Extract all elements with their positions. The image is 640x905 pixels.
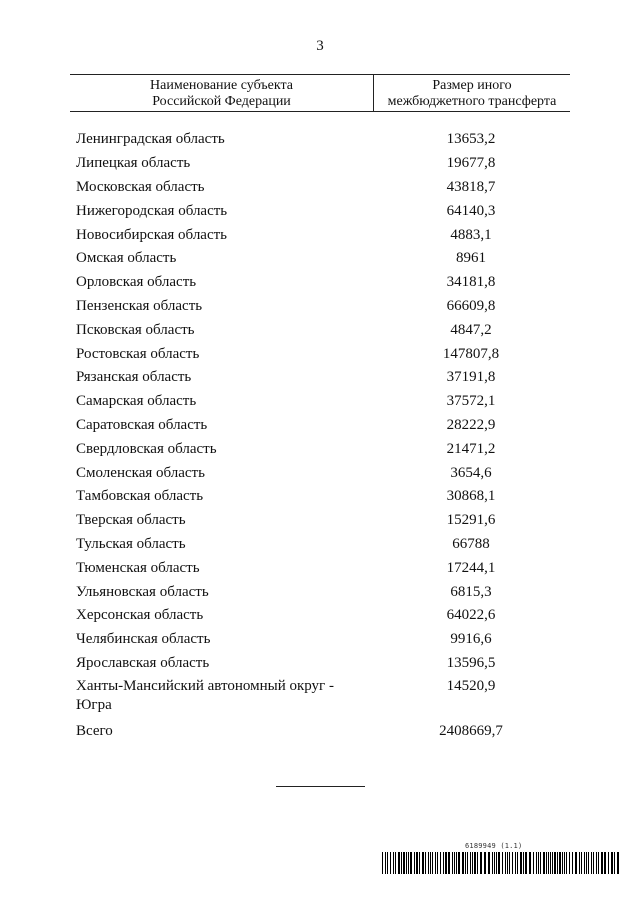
transfer-amount: 8961 (456, 250, 486, 267)
subject-name-line2: Югра (76, 697, 112, 714)
barcode-icon (382, 852, 622, 874)
transfer-amount: 28222,9 (446, 416, 496, 433)
transfer-table (70, 74, 570, 743)
subject-name: Херсонская область (76, 607, 204, 624)
header-subject-line1: Наименование субъекта (150, 78, 293, 93)
transfer-amount: 34181,8 (446, 274, 496, 291)
subject-name: Тамбовская область (76, 488, 204, 505)
subject-name: Тверская область (76, 512, 186, 529)
subject-name: Челябинская область (76, 631, 211, 648)
table-body (70, 128, 570, 743)
transfer-amount: 15291,6 (446, 512, 496, 529)
table-row (70, 414, 570, 438)
page-number: 3 (316, 38, 324, 54)
table-row (70, 533, 570, 557)
transfer-amount: 66788 (452, 535, 490, 552)
transfer-amount: 64140,3 (446, 202, 496, 219)
table-row (70, 271, 570, 295)
table-row (70, 652, 570, 676)
subject-name: Омская область (76, 250, 177, 267)
subject-name: Тульская область (76, 535, 186, 552)
transfer-amount: 9916,6 (450, 631, 492, 648)
transfer-amount: 66609,8 (446, 297, 496, 314)
subject-name-line1: Ханты-Мансийский автономный округ - (76, 678, 334, 695)
header-subject-line2: Российской Федерации (152, 94, 291, 109)
transfer-amount: 13596,5 (446, 654, 496, 671)
table-row (70, 247, 570, 271)
table-row (70, 509, 570, 533)
subject-name: Новосибирская область (76, 226, 228, 243)
table-row (70, 318, 570, 342)
table-row (70, 628, 570, 652)
total-amount: 2408669,7 (439, 722, 503, 739)
transfer-amount: 14520,9 (446, 678, 496, 695)
header-amount-line1: Размер иного (432, 78, 512, 93)
subject-name: Пензенская область (76, 297, 203, 314)
barcode-label: 6189949 (1.1) (465, 842, 523, 850)
table-row (70, 223, 570, 247)
subject-name: Ростовская область (76, 345, 200, 362)
header-amount (374, 75, 570, 111)
transfer-amount: 37572,1 (446, 393, 496, 410)
subject-name: Московская область (76, 178, 205, 195)
transfer-amount: 147807,8 (442, 345, 500, 362)
transfer-amount: 30868,1 (446, 488, 496, 505)
total-row (70, 719, 570, 743)
transfer-amount: 3654,6 (450, 464, 492, 481)
table-row (70, 342, 570, 366)
table-row (70, 366, 570, 390)
subject-name: Орловская область (76, 274, 197, 291)
subject-name: Липецкая область (76, 155, 191, 172)
table-row (70, 295, 570, 319)
transfer-amount: 17244,1 (446, 559, 496, 576)
transfer-amount: 21471,2 (446, 440, 496, 457)
table-row (70, 675, 570, 717)
transfer-amount: 4883,1 (450, 226, 492, 243)
transfer-amount: 13653,2 (446, 131, 496, 148)
table-row (70, 437, 570, 461)
header-amount-line2: межбюджетного трансферта (387, 94, 557, 109)
table-row (70, 390, 570, 414)
subject-name: Ярославская область (76, 654, 210, 671)
subject-name: Самарская область (76, 393, 197, 410)
transfer-amount: 19677,8 (446, 155, 496, 172)
subject-name: Псковская область (76, 321, 195, 338)
table-row (70, 604, 570, 628)
subject-name: Нижегородская область (76, 202, 228, 219)
subject-name: Саратовская область (76, 416, 208, 433)
subject-name: Смоленская область (76, 464, 205, 481)
table-row (70, 485, 570, 509)
table-row (70, 461, 570, 485)
end-separator (276, 786, 365, 787)
subject-name (70, 675, 373, 715)
subject-name: Свердловская область (76, 440, 217, 457)
table-row (70, 128, 570, 152)
subject-name: Рязанская область (76, 369, 192, 386)
header-subject (70, 75, 374, 111)
transfer-amount: 6815,3 (450, 583, 492, 600)
transfer-amount: 43818,7 (446, 178, 496, 195)
table-row (70, 176, 570, 200)
subject-name: Ленинградская область (76, 131, 225, 148)
table-row (70, 199, 570, 223)
subject-name: Ульяновская область (76, 583, 209, 600)
transfer-amount: 64022,6 (446, 607, 496, 624)
table-row (70, 556, 570, 580)
table-row (70, 580, 570, 604)
table-header (70, 74, 570, 112)
transfer-amount: 37191,8 (446, 369, 496, 386)
total-label: Всего (76, 722, 113, 739)
transfer-amount: 4847,2 (450, 321, 492, 338)
table-row (70, 152, 570, 176)
subject-name: Тюменская область (76, 559, 200, 576)
